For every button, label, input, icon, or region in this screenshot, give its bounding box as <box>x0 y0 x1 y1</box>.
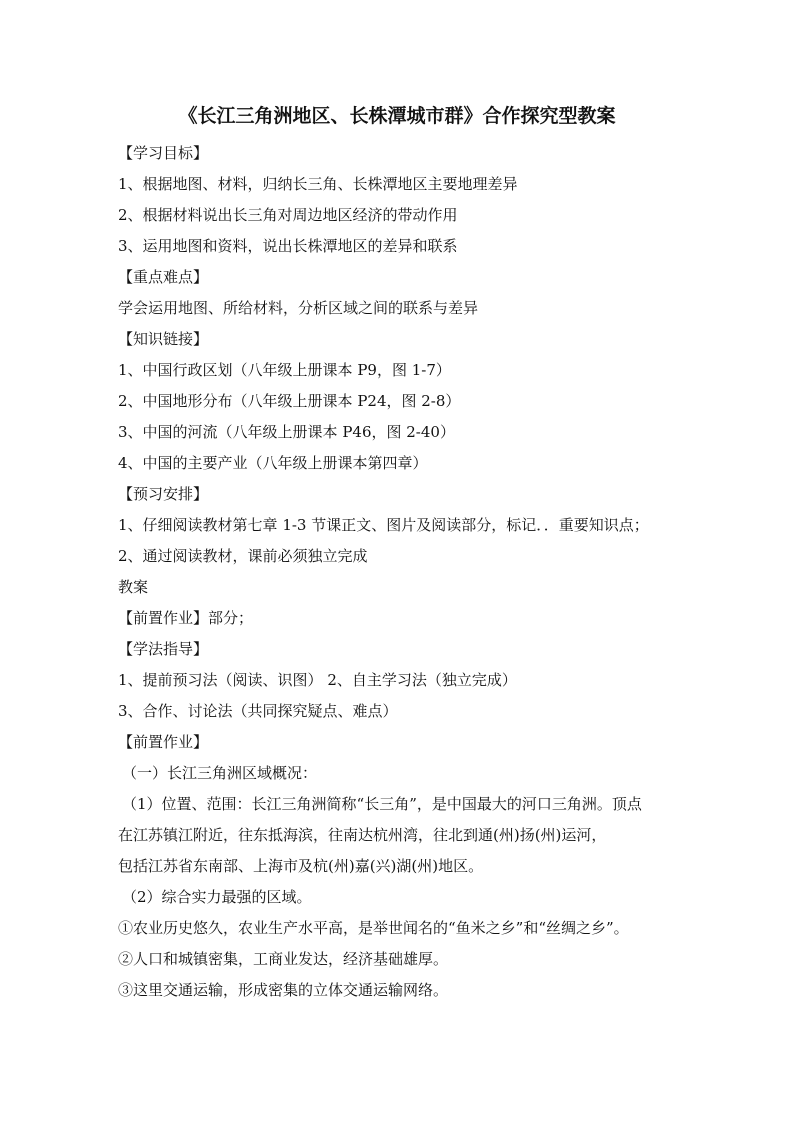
subsection-yangtze-overview: （一）长江三角洲区域概况： <box>122 764 318 782</box>
knowledge-link-3: 3、中国的河流（八年级上册课本 P46，图 2-40） <box>118 423 455 441</box>
preview-item-1: 1、仔细阅读教材第七章 1-3 节课正文、图片及阅读部分，标记．．重要知识点； <box>118 516 649 534</box>
study-method-1-2: 1、提前预习法（阅读、识图） 2、自主学习法（独立完成） <box>118 671 517 689</box>
goal-item-3: 3、运用地图和资料，说出长株潭地区的差异和联系 <box>118 237 458 255</box>
study-method-3: 3、合作、讨论法（共同探究疑点、难点） <box>118 702 398 720</box>
section-heading-pre-homework: 【前置作业】 <box>118 733 209 751</box>
knowledge-link-1: 1、中国行政区划（八年级上册课本 P9，图 1-7） <box>118 361 451 379</box>
knowledge-link-4: 4、中国的主要产业（八年级上册课本第四章） <box>118 454 428 472</box>
pre-homework-part-label: 【前置作业】部分； <box>118 609 254 627</box>
section-heading-study-methods: 【学法指导】 <box>118 640 209 658</box>
lesson-plan-label: 教案 <box>118 578 149 596</box>
goal-item-2: 2、根据材料说出长三角对周边地区经济的带动作用 <box>118 206 458 224</box>
point-agriculture: ①农业历史悠久，农业生产水平高，是举世闻名的“鱼米之乡”和“丝绸之乡”。 <box>118 919 629 937</box>
paragraph-location-range-2: 在江苏镇江附近，往东抵海滨，往南达杭州湾，往北到通(州)扬(州)运河， <box>118 826 607 844</box>
point-population-economy: ②人口和城镇密集，工商业发达，经济基础雄厚。 <box>118 950 449 968</box>
preview-item-2: 2、通过阅读教材，课前必须独立完成 <box>118 547 368 565</box>
section-heading-learning-goals: 【学习目标】 <box>118 144 209 162</box>
section-heading-preview: 【预习安排】 <box>118 485 209 503</box>
goal-item-1: 1、根据地图、材料，归纳长三角、长株潭地区主要地理差异 <box>118 175 518 193</box>
key-points-text: 学会运用地图、所给材料，分析区域之间的联系与差异 <box>118 299 479 317</box>
knowledge-link-2: 2、中国地形分布（八年级上册课本 P24，图 2-8） <box>118 392 461 410</box>
point-transport: ③这里交通运输，形成密集的立体交通运输网络。 <box>118 981 449 999</box>
section-heading-key-points: 【重点难点】 <box>118 268 209 286</box>
document-title: 《长江三角洲地区、长株潭城市群》合作探究型教案 <box>178 105 616 127</box>
document-body <box>118 138 778 1006</box>
paragraph-strongest-region: （2）综合实力最强的区域。 <box>122 888 312 906</box>
paragraph-location-range-3: 包括江苏省东南部、上海市及杭(州)嘉(兴)湖(州)地区。 <box>118 857 484 875</box>
section-heading-knowledge-links: 【知识链接】 <box>118 330 209 348</box>
paragraph-location-range-1: （1）位置、范围：长江三角洲简称“长三角”，是中国最大的河口三角洲。顶点 <box>122 795 642 813</box>
